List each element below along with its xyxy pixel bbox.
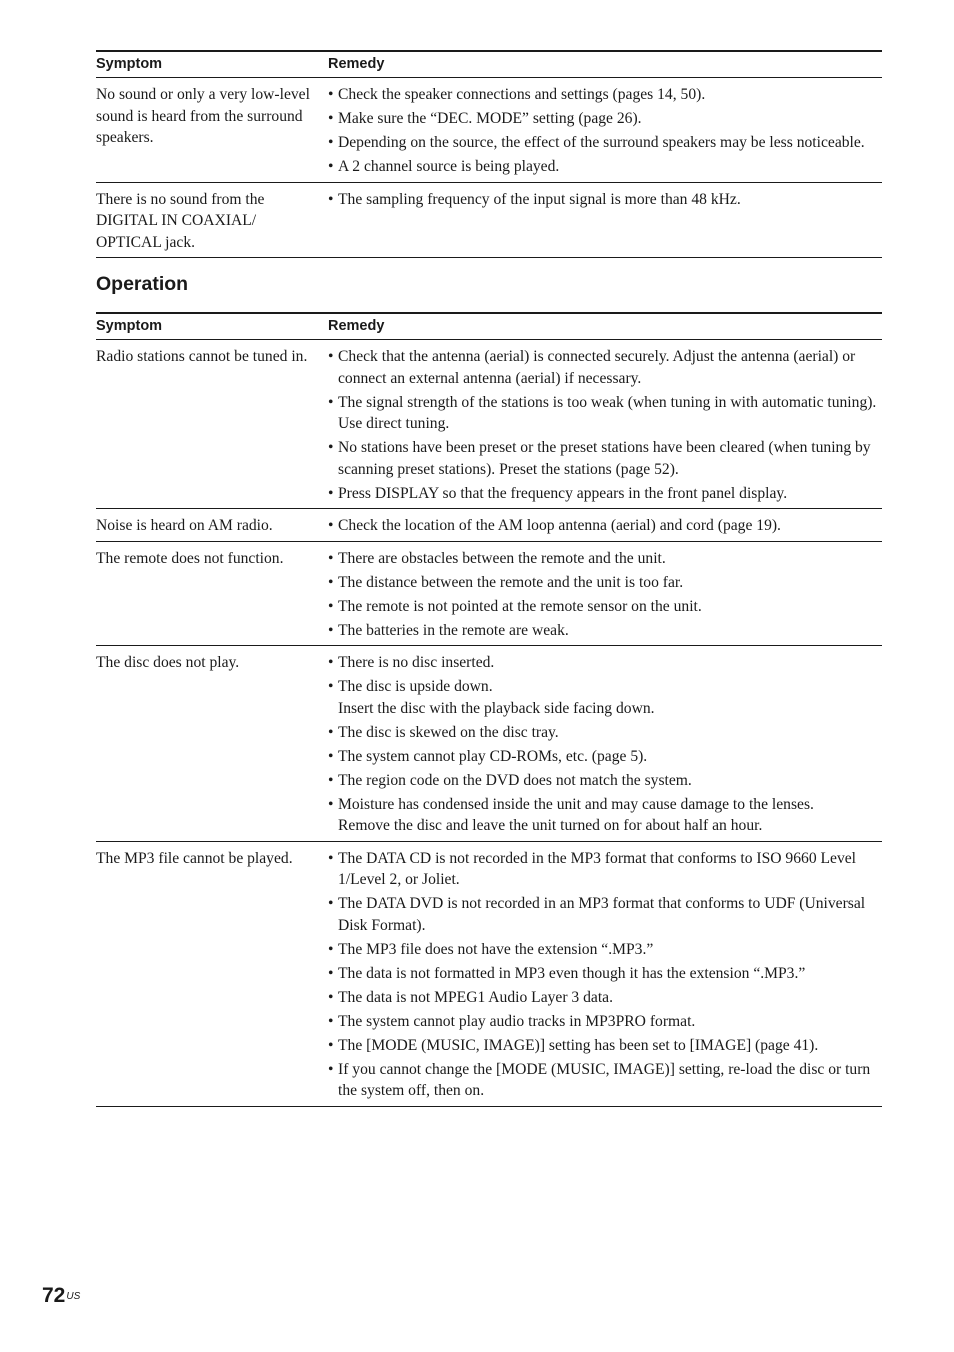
remedy-text: The data is not formatted in MP3 even though it has the extension “.MP3.” <box>338 964 806 982</box>
symptom-cell: No sound or only a very low-level sound is heard from the surround speakers. <box>96 78 328 183</box>
symptom-cell: Noise is heard on AM radio. <box>96 509 328 542</box>
bullet-marker: • <box>328 849 334 867</box>
bullet-marker: • <box>328 654 334 671</box>
bullet-marker: • <box>328 110 334 127</box>
remedy-text: The system cannot play CD-ROMs, etc. (page 5). <box>338 747 648 765</box>
remedy-item <box>328 1035 882 1057</box>
bullet-marker: • <box>328 86 334 103</box>
remedy-item <box>328 483 882 505</box>
remedy-item <box>328 156 882 178</box>
remedy-item <box>328 987 882 1009</box>
bullet-marker: • <box>328 723 334 741</box>
remedy-text: No stations have been preset or the preset stations have been cleared (when tuning by scanning preset stations). Preset the stations (page 52). <box>338 439 871 478</box>
remedy-item <box>328 437 882 480</box>
table-row <box>96 182 882 258</box>
remedy-text: Check the location of the AM loop antenna (aerial) and cord (page 19). <box>338 517 781 534</box>
symptom-header: Symptom <box>96 51 328 78</box>
bullet-marker: • <box>328 134 334 151</box>
remedy-cell <box>328 841 882 1106</box>
remedy-header: Remedy <box>328 313 882 340</box>
symptom-cell: The remote does not function. <box>96 541 328 646</box>
remedy-text: There are obstacles between the remote and the unit. <box>338 549 666 567</box>
remedy-text: Remove the disc and leave the unit turned on for about half an hour. <box>338 817 763 834</box>
remedy-cell <box>328 509 882 542</box>
remedy-cell <box>328 541 882 646</box>
remedy-item <box>328 676 882 719</box>
symptom-cell: The MP3 file cannot be played. <box>96 841 328 1106</box>
table-header-row <box>96 313 882 340</box>
table-row <box>96 541 882 646</box>
remedy-text: Make sure the “DEC. MODE” setting (page 26). <box>338 110 642 127</box>
bullet-marker: • <box>328 573 334 591</box>
symptom-cell: Radio stations cannot be tuned in. <box>96 340 328 509</box>
remedy-text: Check the speaker connections and settings (pages 14, 50). <box>338 86 706 103</box>
remedy-item <box>328 596 882 618</box>
remedy-text: The remote is not pointed at the remote sensor on the unit. <box>338 597 702 615</box>
remedy-list <box>328 84 882 178</box>
bullet-marker: • <box>328 393 334 411</box>
remedy-text: A 2 channel source is being played. <box>338 158 560 175</box>
remedy-text: The data is not MPEG1 Audio Layer 3 data. <box>338 988 613 1006</box>
remedy-list <box>328 189 882 211</box>
remedy-list <box>328 848 882 1102</box>
remedy-text: The disc is upside down. <box>338 678 493 695</box>
remedy-text: The signal strength of the stations is too weak (when tuning in with automatic tuning). Use direct tuning. <box>338 393 877 432</box>
bullet-marker: • <box>328 1012 334 1030</box>
table-row <box>96 78 882 183</box>
remedy-text: If you cannot change the [MODE (MUSIC, IMAGE)] setting, re-load the disc or turn the system off, then on. <box>338 1060 871 1099</box>
remedy-text: The [MODE (MUSIC, IMAGE)] setting has been set to [IMAGE] (page 41). <box>338 1036 819 1054</box>
table-row <box>96 646 882 842</box>
bullet-marker: • <box>328 1036 334 1054</box>
remedy-item <box>328 963 882 985</box>
remedy-text: Moisture has condensed inside the unit and may cause damage to the lenses. <box>338 795 814 813</box>
bullet-marker: • <box>328 549 334 567</box>
remedy-item <box>328 794 882 837</box>
bullet-marker: • <box>328 439 334 456</box>
remedy-text: The region code on the DVD does not match the system. <box>338 771 692 789</box>
bullet-marker: • <box>328 747 334 765</box>
symptom-header: Symptom <box>96 313 328 340</box>
remedy-item <box>328 189 882 211</box>
bullet-marker: • <box>328 348 334 365</box>
table-row <box>96 841 882 1106</box>
bullet-marker: • <box>328 940 334 958</box>
bullet-marker: • <box>328 621 334 639</box>
bullet-marker: • <box>328 158 334 175</box>
remedy-item <box>328 346 882 389</box>
bullet-marker: • <box>328 1060 334 1078</box>
remedy-item <box>328 893 882 936</box>
remedy-item <box>328 84 882 106</box>
bullet-marker: • <box>328 895 334 912</box>
remedy-text: There is no disc inserted. <box>338 654 495 671</box>
section-title-operation: Operation <box>96 273 189 295</box>
remedy-list <box>328 548 882 642</box>
symptom-cell: There is no sound from the DIGITAL IN COAXIAL/ OPTICAL jack. <box>96 182 328 258</box>
remedy-item <box>328 515 882 537</box>
bullet-marker: • <box>328 964 334 982</box>
remedy-text: The DATA DVD is not recorded in an MP3 format that conforms to UDF (Universal Disk Format). <box>338 895 866 934</box>
remedy-text: Insert the disc with the playback side facing down. <box>338 699 655 717</box>
bullet-marker: • <box>328 597 334 615</box>
remedy-text: The disc is skewed on the disc tray. <box>338 723 559 741</box>
remedy-cell <box>328 182 882 258</box>
bullet-marker: • <box>328 678 334 695</box>
remedy-cell <box>328 646 882 842</box>
remedy-text: The MP3 file does not have the extension “.MP3.” <box>338 940 654 958</box>
remedy-item <box>328 620 882 642</box>
table-header-row <box>96 51 882 78</box>
remedy-list <box>328 515 882 537</box>
remedy-text: Press DISPLAY so that the frequency appears in the front panel display. <box>338 484 788 502</box>
bullet-marker: • <box>328 771 334 789</box>
remedy-item <box>328 746 882 768</box>
remedy-item <box>328 572 882 594</box>
remedy-item <box>328 108 882 130</box>
remedy-item <box>328 722 882 744</box>
remedy-text: The sampling frequency of the input signal is more than 48 kHz. <box>338 190 741 208</box>
bullet-marker: • <box>328 988 334 1006</box>
bullet-marker: • <box>328 484 334 502</box>
remedy-text: The DATA CD is not recorded in the MP3 format that conforms to ISO 9660 Level 1/Level 2, or Joliet. <box>338 849 857 888</box>
page-number-suffix: US <box>66 1291 81 1302</box>
page-content <box>96 50 882 1107</box>
remedy-item <box>328 652 882 674</box>
remedy-text: Depending on the source, the effect of the surround speakers may be less noticeable. <box>338 134 865 151</box>
remedy-item <box>328 848 882 891</box>
remedy-item <box>328 1011 882 1033</box>
remedy-item <box>328 392 882 435</box>
remedy-text: Check that the antenna (aerial) is connected securely. Adjust the antenna (aerial) or connect an external antenna (aerial) if necessary. <box>338 348 856 387</box>
remedy-text: The distance between the remote and the unit is too far. <box>338 573 684 591</box>
remedy-cell <box>328 78 882 183</box>
bullet-marker: • <box>328 517 334 534</box>
remedy-item <box>328 548 882 570</box>
bullet-marker: • <box>328 190 334 208</box>
troubleshooting-table-sound <box>96 50 882 258</box>
remedy-list <box>328 652 882 837</box>
remedy-cell <box>328 340 882 509</box>
page-number-value: 72 <box>42 1284 66 1307</box>
table-row <box>96 340 882 509</box>
remedy-header: Remedy <box>328 51 882 78</box>
remedy-item <box>328 132 882 154</box>
remedy-text: The system cannot play audio tracks in MP3PRO format. <box>338 1012 696 1030</box>
page-number <box>42 1284 80 1308</box>
table-row <box>96 509 882 542</box>
remedy-item <box>328 770 882 792</box>
remedy-item <box>328 1059 882 1102</box>
troubleshooting-table-operation <box>96 312 882 1107</box>
remedy-list <box>328 346 882 504</box>
bullet-marker: • <box>328 795 334 813</box>
symptom-cell: The disc does not play. <box>96 646 328 842</box>
remedy-item <box>328 939 882 961</box>
remedy-text: The batteries in the remote are weak. <box>338 621 569 639</box>
